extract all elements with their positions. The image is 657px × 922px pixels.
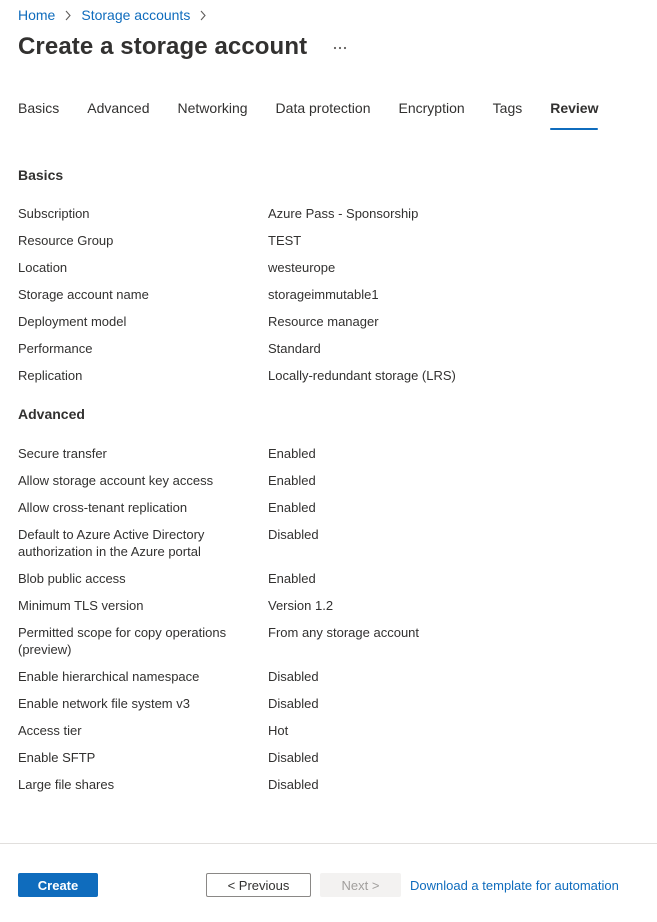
summary-row-value: Locally-redundant storage (LRS)	[268, 368, 456, 383]
create-button[interactable]: Create	[18, 873, 98, 897]
next-button: Next >	[320, 873, 401, 897]
more-options-button[interactable]	[331, 39, 349, 57]
summary-row-value: Hot	[268, 723, 289, 738]
summary-row-value: Disabled	[268, 527, 319, 542]
tab-networking[interactable]: Networking	[177, 100, 248, 116]
download-template-link[interactable]: Download a template for automation	[410, 878, 619, 893]
summary-row-value: Azure Pass - Sponsorship	[268, 206, 419, 221]
ellipsis-icon	[333, 46, 347, 50]
summary-row-label: Blob public access	[18, 571, 126, 586]
summary-row-label: Deployment model	[18, 314, 127, 329]
summary-row-value: storageimmutable1	[268, 287, 379, 302]
summary-row-value: Enabled	[268, 571, 316, 586]
summary-row-value: Disabled	[268, 777, 319, 792]
chevron-right-icon	[64, 10, 72, 21]
summary-row-label: Enable hierarchical namespace	[18, 669, 200, 684]
section-heading-basics: Basics	[18, 167, 64, 183]
tab-advanced[interactable]: Advanced	[87, 100, 150, 116]
previous-button[interactable]: < Previous	[206, 873, 311, 897]
summary-row-label: Subscription	[18, 206, 90, 221]
tab-bar	[18, 100, 626, 130]
summary-row-value: Disabled	[268, 696, 319, 711]
summary-row-label: Allow cross-tenant replication	[18, 500, 188, 515]
summary-row-label: Allow storage account key access	[18, 473, 214, 488]
summary-row-value: Resource manager	[268, 314, 379, 329]
summary-row-value: Disabled	[268, 669, 319, 684]
tab-basics[interactable]: Basics	[18, 100, 60, 116]
summary-row-label: Minimum TLS version	[18, 598, 144, 613]
summary-row-value: Standard	[268, 341, 321, 356]
summary-row-label: Access tier	[18, 723, 82, 738]
chevron-right-icon	[199, 10, 207, 21]
summary-row-value: Enabled	[268, 473, 316, 488]
summary-row-label: Default to Azure Active Directory authorization in the Azure portal	[18, 527, 205, 559]
summary-row-label: Replication	[18, 368, 83, 383]
tab-tags[interactable]: Tags	[492, 100, 523, 116]
summary-row-label: Resource Group	[18, 233, 114, 248]
summary-row-value: Enabled	[268, 500, 316, 515]
summary-row-label: Enable network file system v3	[18, 696, 190, 711]
summary-row-value: Version 1.2	[268, 598, 334, 613]
section-heading-advanced: Advanced	[18, 406, 85, 422]
page-title: Create a storage account	[18, 33, 308, 60]
summary-row-value: From any storage account	[268, 625, 420, 640]
summary-row-value: Disabled	[268, 750, 319, 765]
summary-row-label: Secure transfer	[18, 446, 107, 461]
summary-row-label: Storage account name	[18, 287, 149, 302]
summary-row-label: Location	[18, 260, 68, 275]
breadcrumb	[18, 6, 216, 24]
summary-row-label: Permitted scope for copy operations (preview)	[18, 625, 227, 657]
breadcrumb-home-link[interactable]: Home	[18, 7, 56, 23]
summary-row-value: Enabled	[268, 446, 316, 461]
summary-row-label: Enable SFTP	[18, 750, 96, 765]
tab-review[interactable]: Review	[550, 100, 598, 130]
summary-row-label: Performance	[18, 341, 93, 356]
breadcrumb-storage-accounts-link[interactable]: Storage accounts	[81, 7, 191, 23]
summary-row-label: Large file shares	[18, 777, 115, 792]
title-row	[18, 33, 349, 61]
summary-row-value: TEST	[268, 233, 302, 248]
tab-encryption[interactable]: Encryption	[398, 100, 465, 116]
summary-row-value: westeurope	[268, 260, 336, 275]
tab-data-protection[interactable]: Data protection	[275, 100, 371, 116]
